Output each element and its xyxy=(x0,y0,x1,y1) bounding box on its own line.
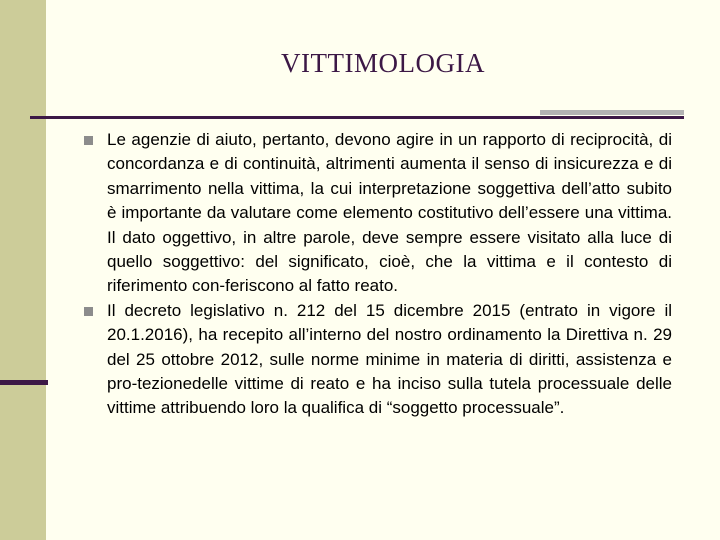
square-bullet-icon xyxy=(84,136,93,145)
slide-body xyxy=(84,128,672,421)
square-bullet-icon xyxy=(84,307,93,316)
title-divider xyxy=(30,116,684,119)
bullet-item xyxy=(84,299,672,421)
slide-title: VITTIMOLOGIA xyxy=(281,48,485,78)
left-accent-bar xyxy=(0,380,48,385)
left-decorative-band xyxy=(0,0,46,540)
bullet-text: Le agenzie di aiuto, pertanto, devono agire in un rapporto di reciprocità, di concordanza e di continuità, altrimenti aumenta il senso di insicurezza e di smarrimento nella vittima, la cui interpretazione soggettiva dell’atto subito è importante da valutare come elemento costitutivo dell’essere una vittima. Il dato oggettivo, in altre parole, deve sempre essere visitato alla luce di quello soggettivo: del significato, cioè, che la vittima e il contesto di riferimento con-feriscono al fatto reato. xyxy=(107,130,672,296)
divider-accent xyxy=(540,110,684,115)
bullet-item xyxy=(84,128,672,299)
bullet-text: Il decreto legislativo n. 212 del 15 dicembre 2015 (entrato in vigore il 20.1.2016), ha recepito all’interno del nostro ordinamento la Direttiva n. 29 del 25 ottobre 2012, sulle norme minime in materia di diritti, assistenza e pro-tezionedelle vittime di reato e ha inciso sulla tutela processuale delle vittime attribuendo loro la qualifica di “soggetto processuale”. xyxy=(107,300,672,418)
